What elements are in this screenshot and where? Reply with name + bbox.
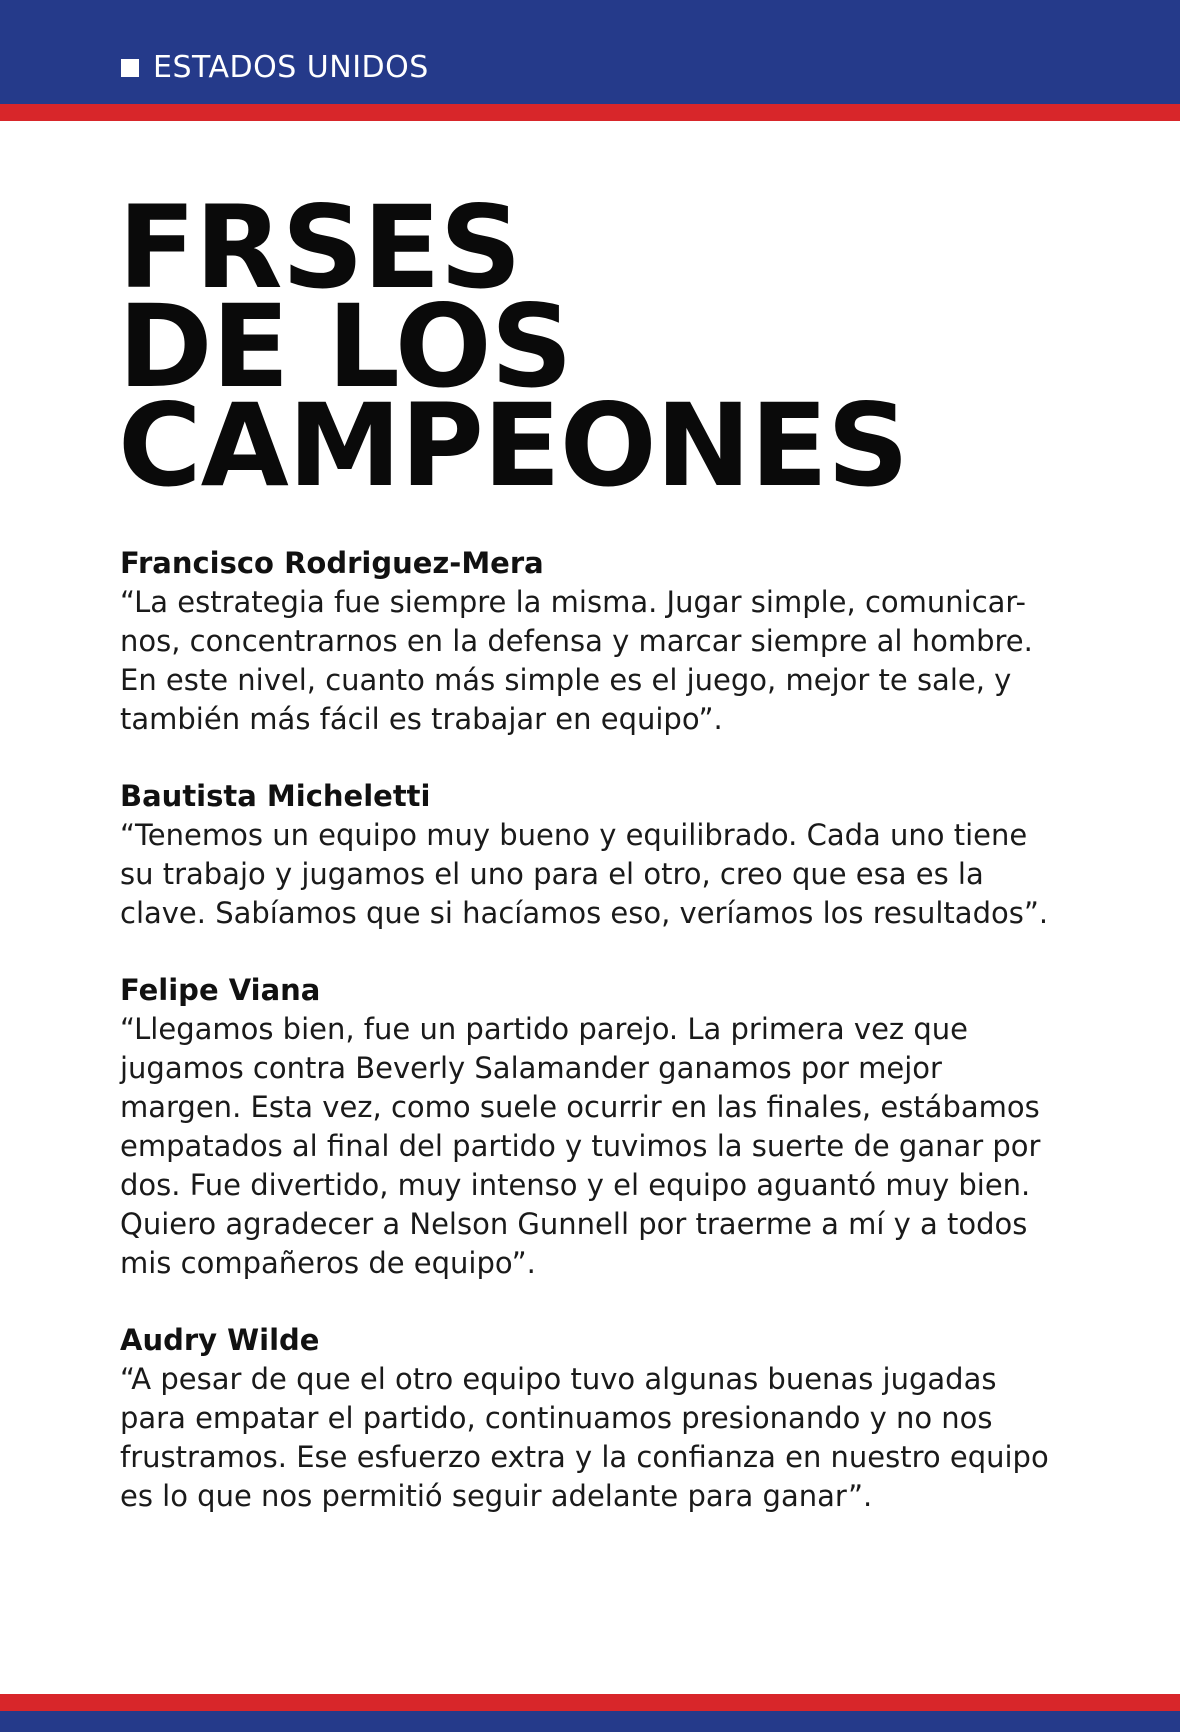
speaker-name: Audry Wilde bbox=[120, 1323, 320, 1357]
section-label bbox=[121, 50, 429, 85]
quote-line: empatados al final del partido y tuvimos la suerte de ganar por bbox=[120, 1129, 1041, 1163]
quote-text bbox=[120, 816, 1080, 933]
speaker-name: Felipe Viana bbox=[120, 973, 321, 1007]
quote-text bbox=[120, 1010, 1080, 1283]
quote-line: margen. Esta vez, como suele ocurrir en las finales, estábamos bbox=[120, 1090, 1040, 1124]
quote-line: “A pesar de que el otro equipo tuvo algunas buenas jugadas bbox=[120, 1362, 997, 1396]
quote-text bbox=[120, 1360, 1080, 1516]
footer-band bbox=[0, 1711, 1180, 1732]
quotes-list bbox=[120, 544, 1080, 1554]
quote-line: clave. Sabíamos que si hacíamos eso, veríamos los resultados”. bbox=[120, 896, 1049, 930]
quote-line: también más fácil es trabajar en equipo”. bbox=[120, 702, 723, 736]
quote-line: “Tenemos un equipo muy bueno y equilibrado. Cada uno tiene bbox=[120, 818, 1028, 852]
quote-line: dos. Fue divertido, muy intenso y el equipo aguantó muy bien. bbox=[120, 1168, 1031, 1202]
quote-line: “La estrategia fue siempre la misma. Jugar simple, comunicar- bbox=[120, 585, 1026, 619]
quote-line: nos, concentrarnos en la defensa y marcar siempre al hombre. bbox=[120, 624, 1033, 658]
quote-line: En este nivel, cuanto más simple es el juego, mejor te sale, y bbox=[120, 663, 1012, 697]
quote-text bbox=[120, 583, 1080, 739]
quote-line: mis compañeros de equipo”. bbox=[120, 1246, 536, 1280]
quote-line: su trabajo y jugamos el uno para el otro, creo que esa es la bbox=[120, 857, 984, 891]
quote-line: jugamos contra Beverly Salamander ganamos por mejor bbox=[120, 1051, 942, 1085]
quote-block bbox=[120, 1321, 1080, 1516]
quote-line: es lo que nos permitió seguir adelante para ganar”. bbox=[120, 1479, 873, 1513]
header-red-stripe bbox=[0, 104, 1180, 121]
title-line: CAMPEONES bbox=[118, 379, 909, 512]
quote-line: frustramos. Ese esfuerzo extra y la confianza en nuestro equipo bbox=[120, 1440, 1049, 1474]
title-line: DE LOS bbox=[118, 280, 572, 413]
title-line: FRSES bbox=[118, 181, 521, 314]
speaker-name: Francisco Rodriguez-Mera bbox=[120, 546, 544, 580]
footer-red-stripe bbox=[0, 1694, 1180, 1711]
page-title bbox=[118, 181, 909, 512]
speaker-name: Bautista Micheletti bbox=[120, 779, 431, 813]
quote-line: Quiero agradecer a Nelson Gunnell por traerme a mí y a todos bbox=[120, 1207, 1028, 1241]
section-label-text: ESTADOS UNIDOS bbox=[153, 50, 429, 85]
quote-block bbox=[120, 971, 1080, 1283]
quote-line: “Llegamos bien, fue un partido parejo. La primera vez que bbox=[120, 1012, 968, 1046]
quote-block bbox=[120, 777, 1080, 933]
quote-block bbox=[120, 544, 1080, 739]
quote-line: para empatar el partido, continuamos presionando y no nos bbox=[120, 1401, 993, 1435]
square-bullet-icon bbox=[121, 59, 139, 77]
